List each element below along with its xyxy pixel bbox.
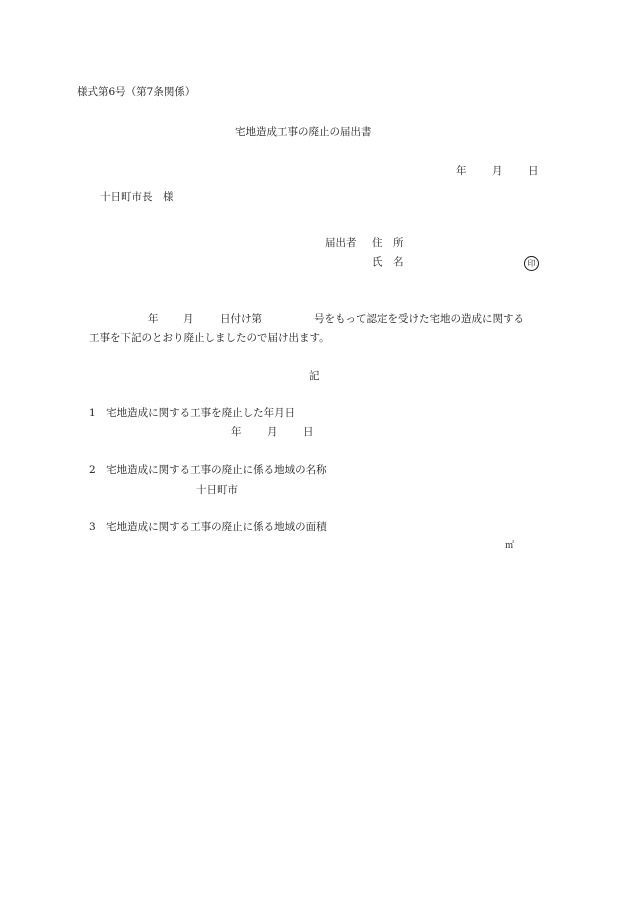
body-year: 年 [148, 313, 159, 325]
body-line1: 号をもって認定を受けた宅地の造成に関する [314, 313, 524, 325]
notifier-label: 届出者 [325, 237, 357, 249]
seal-mark: 印 [524, 256, 539, 271]
item-3-label: 3 宅地造成に関する工事の廃止に係る地域の面積 [89, 521, 327, 533]
addressee: 十日町市長 様 [100, 191, 174, 203]
item-1-year: 年 [231, 426, 242, 438]
item-1-day: 日 [303, 426, 314, 438]
item-2-label: 2 宅地造成に関する工事の廃止に係る地域の名称 [89, 464, 327, 476]
date-year: 年 [456, 165, 467, 177]
document-title: 宅地造成工事の廃止の届出書 [235, 126, 372, 138]
item-1-label: 1 宅地造成に関する工事を廃止した年月日 [89, 407, 296, 419]
body-month: 月 [183, 313, 194, 325]
item-2-value: 十日町市 [196, 484, 238, 496]
address-label: 住 所 [372, 237, 404, 249]
date-day: 日 [528, 165, 539, 177]
body-day-no: 日付け第 [220, 313, 262, 325]
name-label: 氏 名 [372, 256, 404, 268]
ki-heading: 記 [309, 370, 320, 382]
item-3-unit: ㎡ [505, 541, 515, 551]
body-line2: 工事を下記のとおり廃止しましたので届け出ます。 [89, 332, 330, 344]
item-1-month: 月 [267, 426, 278, 438]
form-number: 様式第6号（第7条関係） [77, 86, 196, 98]
date-month: 月 [492, 165, 503, 177]
